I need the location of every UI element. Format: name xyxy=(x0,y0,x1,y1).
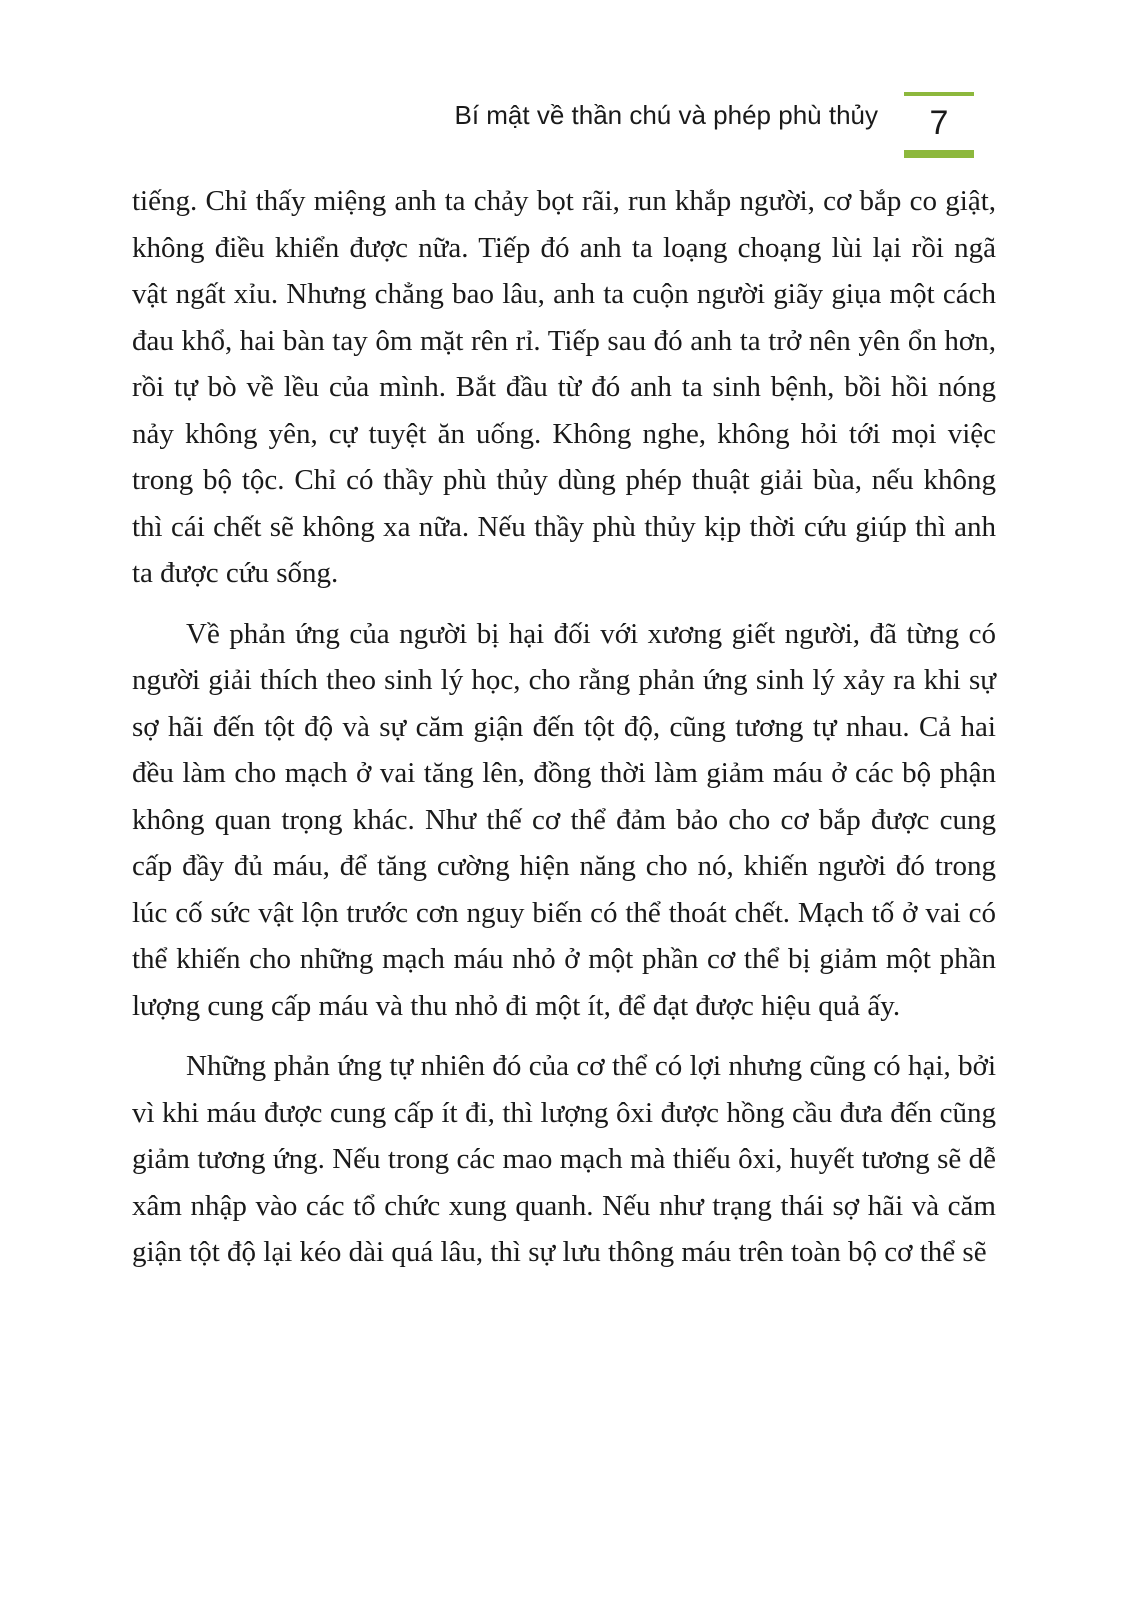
page-number-box xyxy=(904,92,974,158)
running-header-title: Bí mật về thần chú và phép phù thủy xyxy=(454,100,878,130)
body-text xyxy=(132,178,996,1290)
paragraph-2: Về phản ứng của người bị hại đối với xương giết người, đã từng có người giải thích theo sinh lý học, cho rằng phản ứng sinh lý xảy ra khi sự sợ hãi đến tột độ và sự căm giận đến tột độ, cũng tương tự nhau. Cả hai đều làm cho mạch ở vai tăng lên, đồng thời làm giảm máu ở các bộ phận không quan trọng khác. Như thế cơ thể đảm bảo cho cơ bắp được cung cấp đầy đủ máu, để tăng cường hiện năng cho nó, khiến người đó trong lúc cố sức vật lộn trước cơn nguy biến có thể thoát chết. Mạch tố ở vai có thể khiến cho những mạch máu nhỏ ở một phần cơ thể bị giảm một phần lượng cung cấp máu và thu nhỏ đi một ít, để đạt được hiệu quả ấy. xyxy=(132,617,996,1022)
paragraph-3: Những phản ứng tự nhiên đó của cơ thể có lợi nhưng cũng có hại, bởi vì khi máu được cung cấp ít đi, thì lượng ôxi được hồng cầu đưa đến cũng giảm tương ứng. Nếu trong các mao mạch mà thiếu ôxi, huyết tương sẽ dễ xâm nhập vào các tổ chức xung quanh. Nếu như trạng thái sợ hãi và căm giận tột độ lại kéo dài quá lâu, thì sự lưu thông máu trên toàn bộ cơ thể sẽ xyxy=(132,1050,996,1268)
page-number: 7 xyxy=(929,104,949,142)
paragraph-1: tiếng. Chỉ thấy miệng anh ta chảy bọt rãi, run khắp người, cơ bắp co giật, không điều khiển được nữa. Tiếp đó anh ta loạng choạng lùi lại rồi ngã vật ngất xỉu. Nhưng chẳng bao lâu, anh ta cuộn người giãy giụa một cách đau khổ, hai bàn tay ôm mặt rên rỉ. Tiếp sau đó anh ta trở nên yên ổn hơn, rồi tự bò về lều của mình. Bắt đầu từ đó anh ta sinh bệnh, bồi hồi nóng nảy không yên, cự tuyệt ăn uống. Không nghe, không hỏi tới mọi việc trong bộ tộc. Chỉ có thầy phù thủy dùng phép thuật giải bùa, nếu không thì cái chết sẽ không xa nữa. Nếu thầy phù thủy kịp thời cứu giúp thì anh ta được cứu sống. xyxy=(132,185,996,589)
